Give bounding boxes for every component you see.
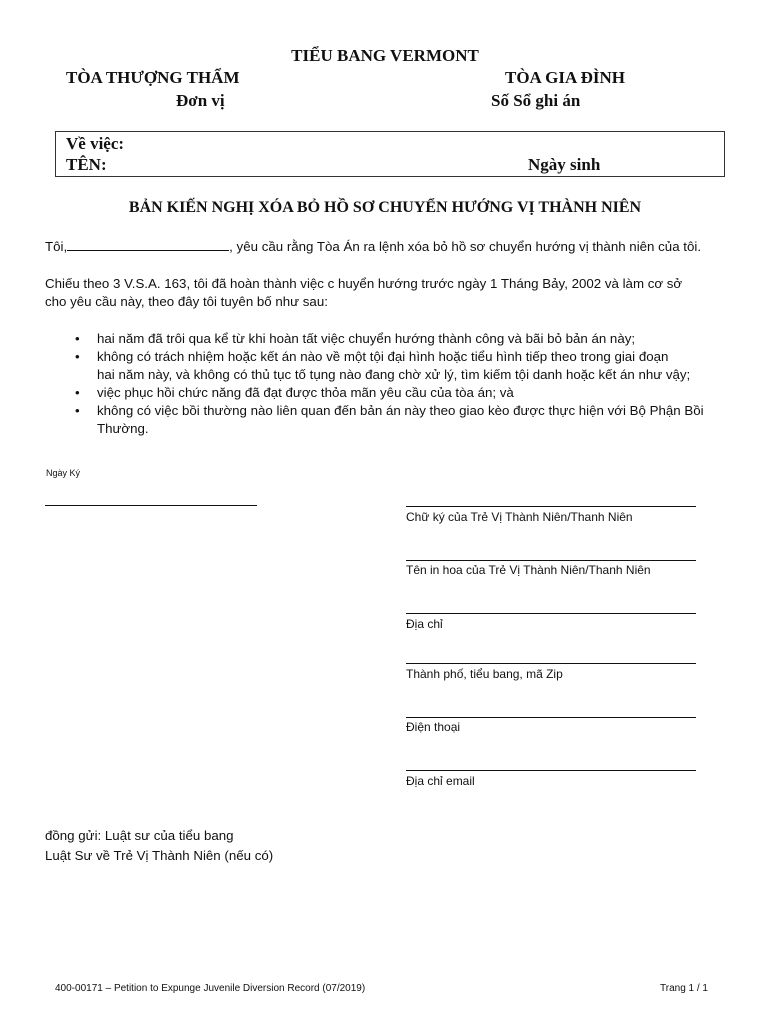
form-id-footer: 400-00171 – Petition to Expunge Juvenile Diversion Record (07/2019) xyxy=(55,983,366,994)
declaration-line-2: cho yêu cầu này, theo đây tôi tuyên bố như sau: xyxy=(45,294,328,309)
signature-field[interactable] xyxy=(406,506,696,507)
address-field[interactable] xyxy=(406,613,696,614)
address-label: Địa chỉ xyxy=(406,617,443,631)
list-item: • hai năm đã trôi qua kể từ khi hoàn tất việc chuyển hướng thành công và bãi bỏ bản án này; xyxy=(75,331,636,346)
request-statement xyxy=(45,238,701,256)
declaration-paragraph xyxy=(45,275,725,311)
list-item: • việc phục hồi chức năng đã đạt được thỏa mãn yêu cầu của tòa án; và xyxy=(75,385,514,400)
email-field[interactable] xyxy=(406,770,696,771)
bullet-icon: • xyxy=(75,331,80,346)
declaration-line-1: Chiếu theo 3 V.S.A. 163, tôi đã hoàn thành việc c huyển hướng trước ngày 1 Tháng Bảy, 2002 và làm cơ sở xyxy=(45,276,683,291)
cc-line-2: Luật Sư về Trẻ Vị Thành Niên (nếu có) xyxy=(45,848,274,863)
printed-name-field[interactable] xyxy=(406,560,696,561)
city-state-zip-field[interactable] xyxy=(406,663,696,664)
phone-field[interactable] xyxy=(406,717,696,718)
request-prefix: Tôi, xyxy=(45,239,68,254)
cc-line-1: đồng gửi: Luật sư của tiểu bang xyxy=(45,828,234,843)
superior-court-label: TÒA THƯỢNG THẨM xyxy=(66,68,240,87)
page-number: Trang 1 / 1 xyxy=(660,983,708,994)
email-label: Địa chỉ email xyxy=(406,774,475,788)
case-info-box xyxy=(55,131,725,177)
re-label: Về việc: xyxy=(66,134,125,153)
unit-label: Đơn vị xyxy=(176,91,225,110)
list-item: • không có việc bồi thường nào liên quan đến bản án này theo giao kèo được thực hiện với Bộ Phận Bồi Thường. xyxy=(75,403,704,436)
family-court-label: TÒA GIA ĐÌNH xyxy=(505,68,625,87)
printed-name-label: Tên in hoa của Trẻ Vị Thành Niên/Thanh Niên xyxy=(406,563,651,577)
list-item: • không có trách nhiệm hoặc kết án nào về một tội đại hình hoặc tiểu hình tiếp theo trong giai đoạn hai năm này, và không có thủ tục tố tụng nào đang chờ xử lý, tìm kiếm tội danh hoặc kết án như vậy; xyxy=(75,349,691,382)
date-of-birth-label[interactable]: Ngày sinh xyxy=(528,155,601,174)
state-heading: TIỂU BANG VERMONT xyxy=(291,46,479,65)
docket-number-label: Số Sổ ghi án xyxy=(491,91,581,110)
signature-label: Chữ ký của Trẻ Vị Thành Niên/Thanh Niên xyxy=(406,510,633,524)
date-signed-field[interactable] xyxy=(45,505,257,506)
conditions-list xyxy=(45,330,735,438)
name-blank-field[interactable] xyxy=(67,238,229,251)
phone-label: Điện thoại xyxy=(406,720,461,734)
bullet-icon: • xyxy=(75,403,80,418)
request-suffix: , yêu cầu rằng Tòa Án ra lệnh xóa bỏ hồ sơ chuyển hướng vị thành niên của tôi. xyxy=(229,239,702,254)
date-signed-label: Ngày Ký xyxy=(46,468,81,478)
bullet-icon: • xyxy=(75,385,80,400)
city-state-zip-label: Thành phố, tiểu bang, mã Zip xyxy=(406,667,563,681)
bullet-icon: • xyxy=(75,349,80,364)
name-label[interactable]: TÊN: xyxy=(66,155,107,174)
document-title: BẢN KIẾN NGHỊ XÓA BỎ HỒ SƠ CHUYỂN HƯỚNG VỊ THÀNH NIÊN xyxy=(128,199,642,216)
